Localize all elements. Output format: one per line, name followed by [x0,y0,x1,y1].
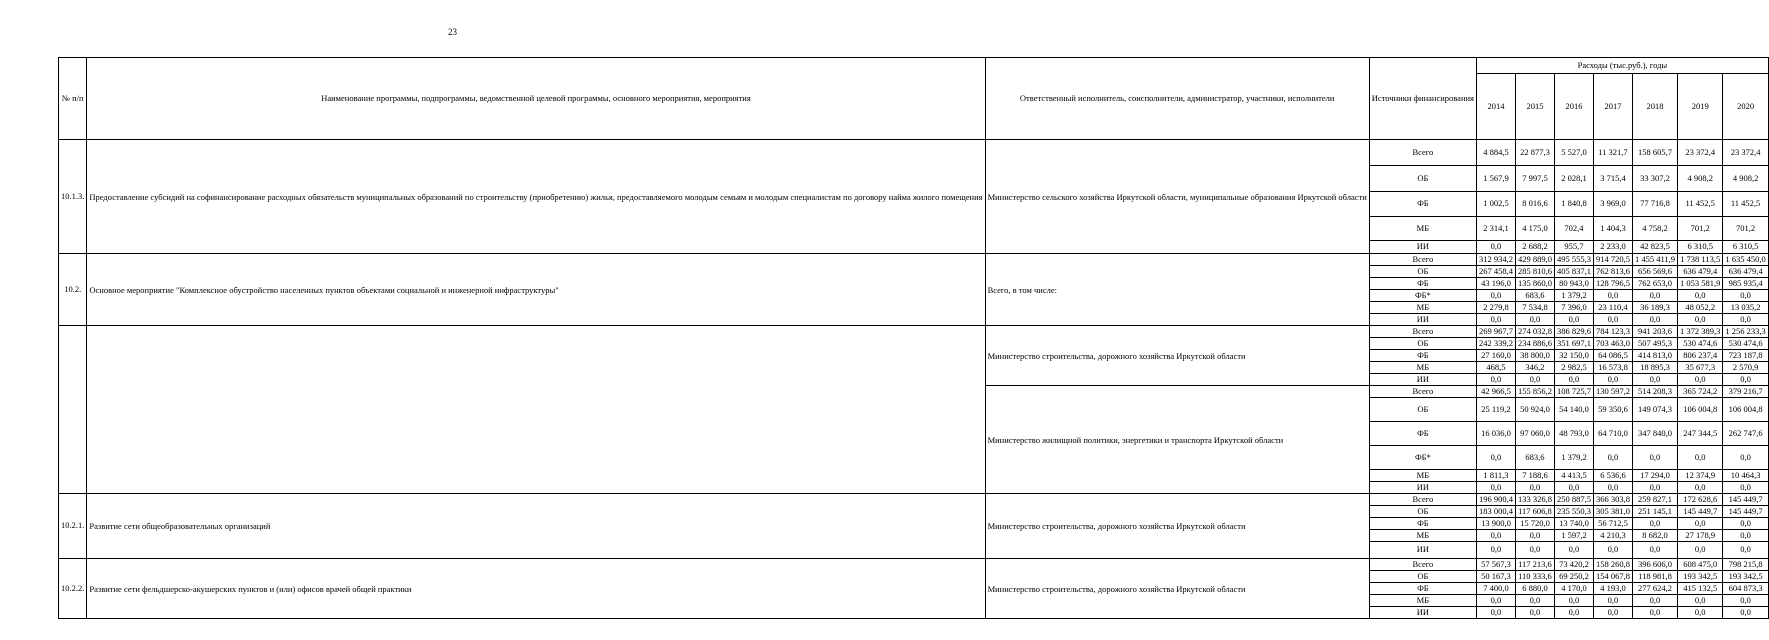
header-name: Наименование программы, подпрограммы, ведомственной целевой программы, основного мероприятия, мероприятия [87,58,985,140]
expense-value: 193 342,5 [1678,571,1723,583]
expense-value: 312 934,2 [1476,254,1515,266]
expense-value: 0,0 [1593,542,1632,559]
expense-value: 7 188,6 [1515,470,1554,482]
expense-value: 0,0 [1593,595,1632,607]
expense-value: 351 697,1 [1554,338,1593,350]
expense-value: 57 567,3 [1476,559,1515,571]
expense-value: 0,0 [1476,530,1515,542]
expense-value: 656 569,6 [1632,266,1677,278]
funding-source: ИИ [1369,241,1476,254]
expenses-table [58,57,1769,619]
expense-value: 250 887,5 [1554,494,1593,506]
expense-value: 636 479,4 [1678,266,1723,278]
header-year: 2017 [1593,74,1632,140]
expense-value: 27 160,0 [1476,350,1515,362]
expense-value: 305 381,0 [1593,506,1632,518]
responsible-executor: Всего, в том числе: [985,254,1369,326]
funding-source: МБ [1369,470,1476,482]
expense-value: 4 170,0 [1554,583,1593,595]
expense-value: 6 310,5 [1678,241,1723,254]
expense-value: 13 740,0 [1554,518,1593,530]
expense-value: 5 527,0 [1554,140,1593,166]
expense-value: 702,4 [1554,217,1593,241]
expense-value: 2 314,1 [1476,217,1515,241]
expense-value: 701,2 [1678,217,1723,241]
expense-value: 128 796,5 [1593,278,1632,290]
expense-value: 347 840,0 [1632,422,1677,446]
expense-value: 23 110,4 [1593,302,1632,314]
expense-value: 1 379,2 [1554,290,1593,302]
expense-value: 0,0 [1632,542,1677,559]
expense-value: 0,0 [1476,482,1515,494]
expense-value: 77 716,8 [1632,192,1677,217]
expense-value: 267 458,4 [1476,266,1515,278]
expense-value: 54 140,0 [1554,398,1593,422]
expense-value: 73 420,2 [1554,559,1593,571]
expense-value: 0,0 [1476,374,1515,386]
expense-value: 415 132,5 [1678,583,1723,595]
expense-value: 0,0 [1593,314,1632,326]
table-row [59,326,1769,338]
expense-value: 530 474,6 [1678,338,1723,350]
expense-value: 4 908,2 [1678,166,1723,192]
expense-value: 985 935,4 [1723,278,1768,290]
funding-source: Всего [1369,494,1476,506]
expense-value: 48 052,2 [1678,302,1723,314]
expense-value: 386 829,6 [1554,326,1593,338]
expense-value: 10 464,3 [1723,470,1768,482]
funding-source: МБ [1369,217,1476,241]
expense-value: 25 119,2 [1476,398,1515,422]
funding-source: Всего [1369,254,1476,266]
expense-value: 514 208,3 [1632,386,1677,398]
header-year: 2018 [1632,74,1677,140]
expense-value: 0,0 [1476,542,1515,559]
expense-value: 955,7 [1554,241,1593,254]
expense-value: 762 653,0 [1632,278,1677,290]
expense-value: 0,0 [1515,530,1554,542]
funding-source: Всего [1369,326,1476,338]
expense-value: 0,0 [1723,542,1768,559]
expense-value: 4 758,2 [1632,217,1677,241]
row-number: 10.1.3. [59,140,87,254]
expense-value: 1 811,3 [1476,470,1515,482]
expense-value: 1 379,2 [1554,446,1593,470]
expense-value: 64 086,5 [1593,350,1632,362]
expense-value: 11 321,7 [1593,140,1632,166]
expense-value: 42 966,5 [1476,386,1515,398]
program-name: Предоставление субсидий на софинансирование расходных обязательств муниципальных образований по строительству (приобретению) жилья, предоставляемого молодым семьям и молодым специалистам по договору найма жилого помещения [87,140,985,254]
expense-value: 0,0 [1678,518,1723,530]
expense-value: 703 463,0 [1593,338,1632,350]
responsible-executor: Министерство строительства, дорожного хозяйства Иркутской области [985,326,1369,386]
expense-value: 97 060,0 [1515,422,1554,446]
funding-source: ФБ [1369,422,1476,446]
header-no: № п/п [59,58,87,140]
funding-source: ФБ [1369,350,1476,362]
expense-value: 11 452,5 [1678,192,1723,217]
expense-value: 0,0 [1678,446,1723,470]
expense-value: 12 374,9 [1678,470,1723,482]
expense-value: 784 123,3 [1593,326,1632,338]
funding-source: ОБ [1369,398,1476,422]
expense-value: 149 074,3 [1632,398,1677,422]
expense-value: 18 895,3 [1632,362,1677,374]
expense-value: 0,0 [1723,518,1768,530]
header-responsible: Ответственный исполнитель, соисполнители, администратор, участники, исполнители [985,58,1369,140]
expense-value: 762 813,6 [1593,266,1632,278]
expense-value: 13 035,2 [1723,302,1768,314]
expense-value: 269 967,7 [1476,326,1515,338]
expense-value: 80 943,0 [1554,278,1593,290]
expense-value: 365 724,2 [1678,386,1723,398]
expense-value: 196 900,4 [1476,494,1515,506]
expense-value: 0,0 [1554,595,1593,607]
expense-value: 4 210,3 [1593,530,1632,542]
expense-value: 4 175,0 [1515,217,1554,241]
expense-value: 8 682,0 [1632,530,1677,542]
expense-value: 0,0 [1515,595,1554,607]
expense-value: 0,0 [1723,607,1768,619]
row-number [59,326,87,494]
funding-source: ФБ [1369,583,1476,595]
header-year: 2016 [1554,74,1593,140]
expense-value: 234 886,6 [1515,338,1554,350]
expense-value: 0,0 [1723,530,1768,542]
expense-value: 13 900,0 [1476,518,1515,530]
funding-source: Всего [1369,386,1476,398]
expense-value: 277 624,2 [1632,583,1677,595]
expense-value: 2 233,0 [1593,241,1632,254]
expense-value: 50 167,3 [1476,571,1515,583]
expense-value: 1 404,3 [1593,217,1632,241]
expense-value: 1 738 113,5 [1678,254,1723,266]
expense-value: 106 004,8 [1723,398,1768,422]
expense-value: 701,2 [1723,217,1768,241]
expense-value: 7 534,8 [1515,302,1554,314]
expense-value: 8 016,6 [1515,192,1554,217]
expense-value: 64 710,0 [1593,422,1632,446]
expense-value: 36 189,3 [1632,302,1677,314]
expense-value: 0,0 [1554,607,1593,619]
expense-value: 2 028,1 [1554,166,1593,192]
expense-value: 2 982,5 [1554,362,1593,374]
expense-value: 133 326,8 [1515,494,1554,506]
funding-source: Всего [1369,559,1476,571]
expense-value: 0,0 [1678,542,1723,559]
expense-value: 608 475,0 [1678,559,1723,571]
expense-value: 7 400,0 [1476,583,1515,595]
expense-value: 0,0 [1476,290,1515,302]
expense-value: 6 536,6 [1593,470,1632,482]
funding-source: МБ [1369,362,1476,374]
funding-source: ИИ [1369,482,1476,494]
program-name: Основное мероприятие "Комплексное обустройство населенных пунктов объектами социальной и инженерной инфраструктуры" [87,254,985,326]
expense-value: 0,0 [1632,374,1677,386]
expense-value: 0,0 [1632,290,1677,302]
expense-value: 723 187,8 [1723,350,1768,362]
expense-value: 0,0 [1593,482,1632,494]
expense-value: 683,6 [1515,290,1554,302]
expense-value: 636 479,4 [1723,266,1768,278]
funding-source: ОБ [1369,571,1476,583]
funding-source: МБ [1369,530,1476,542]
expense-value: 2 570,9 [1723,362,1768,374]
expense-value: 0,0 [1476,241,1515,254]
expense-value: 0,0 [1723,290,1768,302]
expense-value: 27 178,9 [1678,530,1723,542]
expense-value: 16 573,8 [1593,362,1632,374]
expense-value: 0,0 [1593,374,1632,386]
expense-value: 0,0 [1723,595,1768,607]
expense-value: 6 880,0 [1515,583,1554,595]
expense-value: 0,0 [1723,374,1768,386]
expense-value: 38 800,0 [1515,350,1554,362]
header-year: 2014 [1476,74,1515,140]
expense-value: 798 215,8 [1723,559,1768,571]
expense-value: 495 555,3 [1554,254,1593,266]
expense-value: 683,6 [1515,446,1554,470]
expense-value: 405 837,1 [1554,266,1593,278]
expense-value: 1 053 581,9 [1678,278,1723,290]
table-row [59,494,1769,506]
expense-value: 56 712,5 [1593,518,1632,530]
expense-value: 35 677,3 [1678,362,1723,374]
funding-source: ФБ* [1369,290,1476,302]
expense-value: 145 449,7 [1723,506,1768,518]
expense-value: 2 279,8 [1476,302,1515,314]
expense-value: 429 889,0 [1515,254,1554,266]
funding-source: ОБ [1369,506,1476,518]
row-number: 10.2. [59,254,87,326]
expense-value: 1 840,8 [1554,192,1593,217]
responsible-executor: Министерство строительства, дорожного хозяйства Иркутской области [985,559,1369,619]
expense-value: 0,0 [1476,314,1515,326]
program-name [87,326,985,494]
expense-value: 0,0 [1554,314,1593,326]
expense-value: 0,0 [1515,314,1554,326]
expense-value: 42 823,5 [1632,241,1677,254]
expense-value: 172 628,6 [1678,494,1723,506]
expense-value: 155 856,2 [1515,386,1554,398]
expense-value: 0,0 [1632,595,1677,607]
expense-value: 7 997,5 [1515,166,1554,192]
funding-source: ФБ [1369,518,1476,530]
funding-source: ИИ [1369,314,1476,326]
expense-value: 1 002,5 [1476,192,1515,217]
expense-value: 604 873,3 [1723,583,1768,595]
expense-value: 16 036,0 [1476,422,1515,446]
expense-value: 69 250,2 [1554,571,1593,583]
expense-value: 6 310,5 [1723,241,1768,254]
expense-value: 193 342,5 [1723,571,1768,583]
page-number: 23 [448,27,457,37]
expense-value: 235 550,3 [1554,506,1593,518]
expense-value: 0,0 [1632,314,1677,326]
funding-source: ФБ [1369,192,1476,217]
table-row [59,140,1769,166]
expense-value: 3 715,4 [1593,166,1632,192]
expense-value: 259 827,1 [1632,494,1677,506]
row-number: 10.2.1. [59,494,87,559]
expense-value: 183 000,4 [1476,506,1515,518]
expense-value: 0,0 [1678,314,1723,326]
expense-value: 33 307,2 [1632,166,1677,192]
expense-value: 50 924,0 [1515,398,1554,422]
funding-source: ОБ [1369,266,1476,278]
header-year: 2020 [1723,74,1768,140]
funding-source: МБ [1369,595,1476,607]
expense-value: 530 474,6 [1723,338,1768,350]
expense-value: 23 372,4 [1678,140,1723,166]
expense-value: 0,0 [1515,482,1554,494]
expense-value: 117 606,8 [1515,506,1554,518]
responsible-executor: Министерство сельского хозяйства Иркутской области, муниципальные образования Иркутской области [985,140,1369,254]
expense-value: 106 004,8 [1678,398,1723,422]
expense-value: 154 067,8 [1593,571,1632,583]
funding-source: ИИ [1369,607,1476,619]
expense-value: 0,0 [1476,595,1515,607]
expense-value: 0,0 [1632,482,1677,494]
expense-value: 1 597,2 [1554,530,1593,542]
expense-value: 0,0 [1632,607,1677,619]
header-expenses: Расходы (тыс.руб.), годы [1476,58,1768,74]
expense-value: 11 452,5 [1723,192,1768,217]
expense-value: 59 350,6 [1593,398,1632,422]
expense-value: 285 810,6 [1515,266,1554,278]
expense-value: 0,0 [1678,595,1723,607]
table-row [59,559,1769,571]
expense-value: 251 145,1 [1632,506,1677,518]
expense-value: 1 455 411,9 [1632,254,1677,266]
funding-source: МБ [1369,302,1476,314]
expense-value: 110 333,6 [1515,571,1554,583]
expense-value: 379 216,7 [1723,386,1768,398]
expense-value: 0,0 [1515,542,1554,559]
header-year: 2015 [1515,74,1554,140]
responsible-executor: Министерство строительства, дорожного хозяйства Иркутской области [985,494,1369,559]
funding-source: ИИ [1369,542,1476,559]
expense-value: 0,0 [1678,374,1723,386]
expense-value: 914 720,5 [1593,254,1632,266]
expense-value: 43 196,0 [1476,278,1515,290]
expense-value: 145 449,7 [1678,506,1723,518]
expense-value: 366 303,8 [1593,494,1632,506]
expense-value: 108 725,7 [1554,386,1593,398]
header-source: Источники финансирования [1369,58,1476,140]
program-name: Развитие сети общеобразовательных организаций [87,494,985,559]
expense-value: 0,0 [1515,607,1554,619]
funding-source: ФБ [1369,278,1476,290]
funding-source: ИИ [1369,374,1476,386]
expense-value: 32 150,0 [1554,350,1593,362]
expense-value: 0,0 [1554,542,1593,559]
expense-value: 0,0 [1723,446,1768,470]
expense-value: 158 260,8 [1593,559,1632,571]
expense-value: 118 981,8 [1632,571,1677,583]
expense-value: 0,0 [1593,446,1632,470]
expense-value: 4 908,2 [1723,166,1768,192]
expense-value: 1 567,9 [1476,166,1515,192]
row-number: 10.2.2. [59,559,87,619]
program-name: Развитие сети фельдшерско-акушерских пунктов и (или) офисов врачей общей практики [87,559,985,619]
expense-value: 1 256 233,3 [1723,326,1768,338]
expense-value: 346,2 [1515,362,1554,374]
expense-value: 17 294,0 [1632,470,1677,482]
expense-value: 0,0 [1593,290,1632,302]
expense-value: 4 193,0 [1593,583,1632,595]
expense-value: 0,0 [1476,607,1515,619]
expense-value: 941 203,6 [1632,326,1677,338]
expense-value: 0,0 [1515,374,1554,386]
expense-value: 468,5 [1476,362,1515,374]
expense-value: 4 413,5 [1554,470,1593,482]
expense-value: 0,0 [1678,290,1723,302]
expense-value: 0,0 [1723,482,1768,494]
expense-value: 507 495,3 [1632,338,1677,350]
expense-value: 274 032,8 [1515,326,1554,338]
expense-value: 0,0 [1593,607,1632,619]
header-year: 2019 [1678,74,1723,140]
expense-value: 0,0 [1723,314,1768,326]
expense-value: 806 237,4 [1678,350,1723,362]
expense-value: 0,0 [1632,518,1677,530]
expense-value: 158 605,7 [1632,140,1677,166]
expense-value: 262 747,6 [1723,422,1768,446]
expense-value: 0,0 [1554,482,1593,494]
expense-value: 3 969,0 [1593,192,1632,217]
expense-value: 2 688,2 [1515,241,1554,254]
expense-value: 1 372 389,3 [1678,326,1723,338]
funding-source: ОБ [1369,166,1476,192]
expense-value: 396 606,0 [1632,559,1677,571]
expense-value: 48 793,0 [1554,422,1593,446]
expense-value: 242 339,2 [1476,338,1515,350]
responsible-executor: Министерство жилищной политики, энергетики и транспорта Иркутской области [985,386,1369,494]
expense-value: 0,0 [1554,374,1593,386]
expense-value: 22 877,3 [1515,140,1554,166]
expense-value: 145 449,7 [1723,494,1768,506]
expense-value: 0,0 [1678,482,1723,494]
expense-value: 135 860,0 [1515,278,1554,290]
funding-source: Всего [1369,140,1476,166]
funding-source: ФБ* [1369,446,1476,470]
expense-value: 117 213,6 [1515,559,1554,571]
expense-value: 130 597,2 [1593,386,1632,398]
funding-source: ОБ [1369,338,1476,350]
expense-value: 4 884,5 [1476,140,1515,166]
expense-value: 0,0 [1476,446,1515,470]
expense-value: 414 813,0 [1632,350,1677,362]
table-row [59,254,1769,266]
expense-value: 23 372,4 [1723,140,1768,166]
expense-value: 1 635 450,0 [1723,254,1768,266]
expense-value: 247 344,5 [1678,422,1723,446]
expense-value: 0,0 [1632,446,1677,470]
expense-value: 15 720,0 [1515,518,1554,530]
expense-value: 7 396,0 [1554,302,1593,314]
expense-value: 0,0 [1678,607,1723,619]
